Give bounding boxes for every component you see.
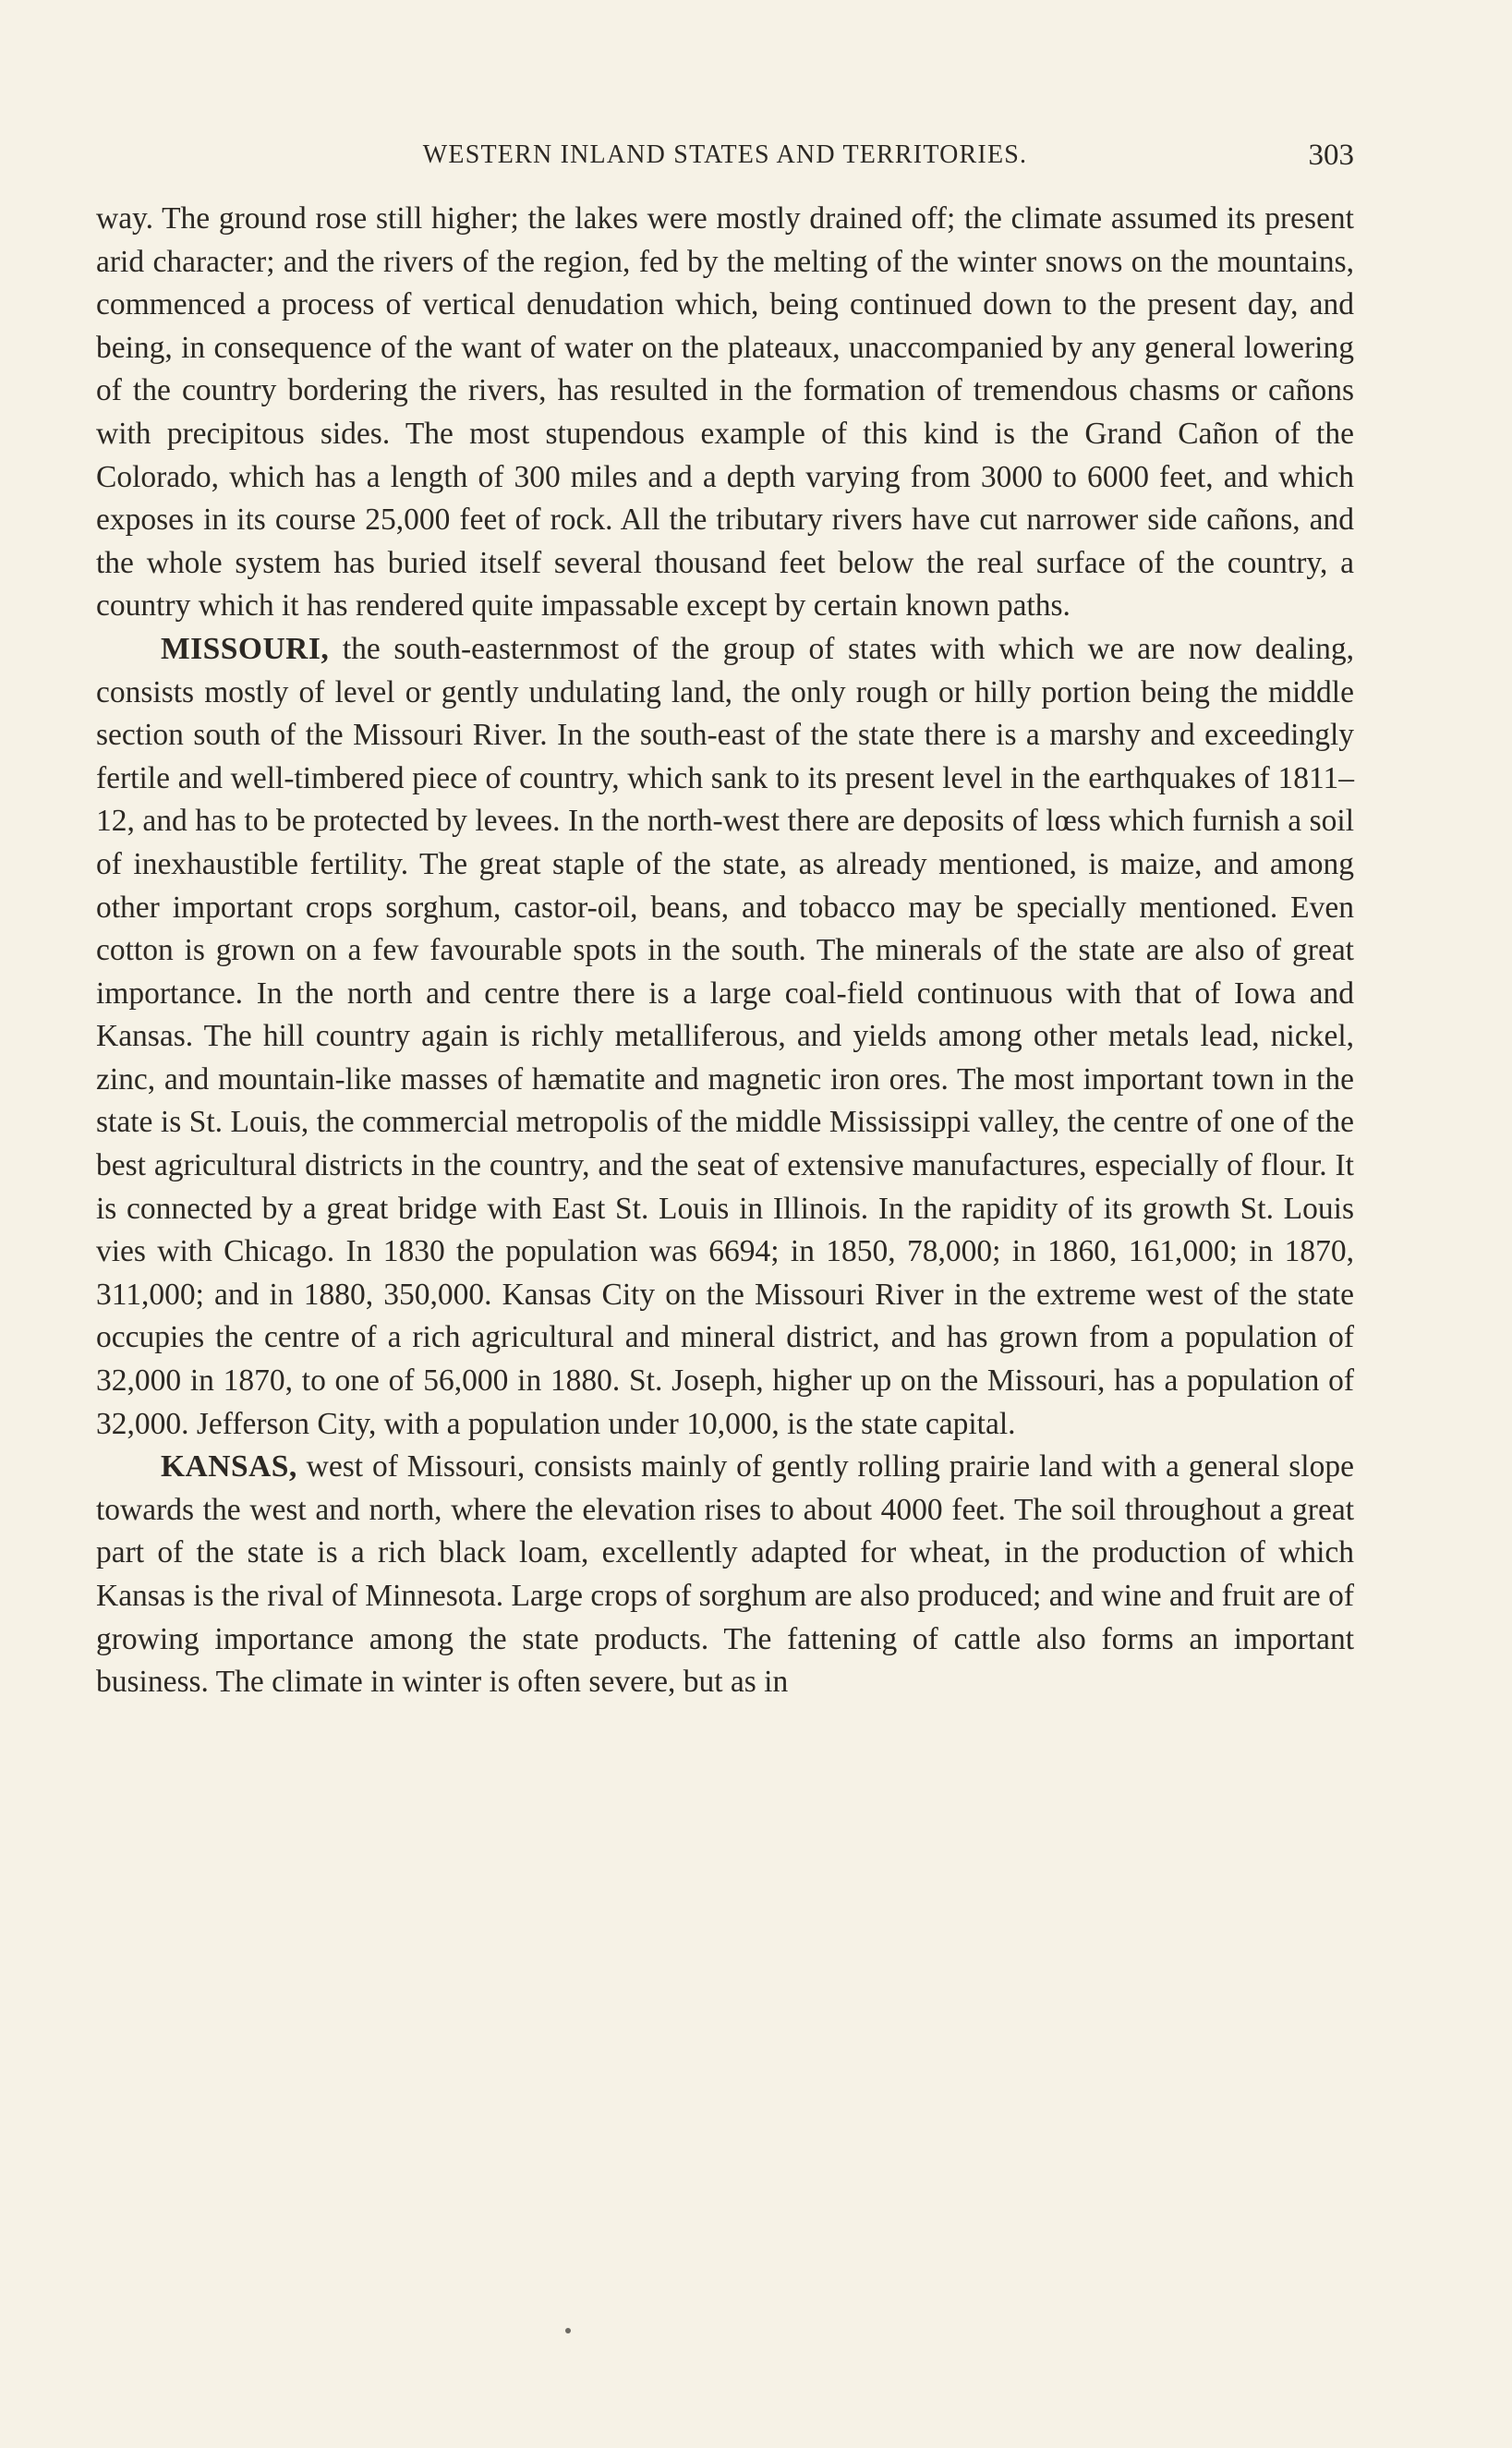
paragraph-text: the south-easternmost of the group of states with which we are now dealing, consists mostly of level or gently undulating land, the only rough or hilly portion being the middle section south of the Missouri River. In the south-east of the state there is a marshy and exceedingly fertile and well-timbered piece of country, which sank to its present level in the earthquakes of 1811–12, and has to be protected by levees. In the north-west there are deposits of lœss which furnish a soil of inexhaustible fertility. The great staple of the state, as already mentioned, is maize, and among other important crops sorghum, castor-oil, beans, and tobacco may be specially mentioned. Even cotton is grown on a few favourable spots in the south. The minerals of the state are also of great importance. In the north and centre there is a large coal-field continuous with that of Iowa and Kansas. The hill country again is richly metalliferous, and yields among other metals lead, nickel, zinc, and mountain-like masses of hæmatite and magnetic iron ores. The most important town in the state is St. Louis, the commercial metropolis of the middle Mississippi valley, the centre of one of the best agricultural districts in the country, and the seat of extensive manufactures, especially of flour. It is connected by a great bridge with East St. Louis in Illinois. In the rapidity of its growth St. Louis vies with Chicago. In 1830 the population was 6694; in 1850, 78,000; in 1860, 161,000; in 1870, 311,000; and in 1880, 350,000. Kansas City on the Missouri River in the extreme west of the state occupies the centre of a rich agricultural and mineral district, and has grown from a population of 32,000 in 1870, to one of 56,000 in 1880. St. Joseph, higher up on the Missouri, has a population of 32,000. Jefferson City, with a population under 10,000, is the state capital. (96, 631, 1354, 1441)
running-title: WESTERN INLAND STATES AND TERRITORIES. (422, 140, 1028, 169)
running-head (96, 135, 1354, 176)
paragraph-text: west of Missouri, consists mainly of gently rolling prairie land with a general slope towards the west and north, where the elevation rises to about 4000 feet. The soil throughout a great part of the state is a rich black loam, excellently adapted for wheat, in the production of which Kansas is the rival of Minnesota. Large crops of sorghum are also produced; and wine and fruit are of growing importance among the state products. The fattening of cattle also forms an important business. The climate in winter is often severe, but as in (96, 1449, 1354, 1700)
body-text (96, 198, 1354, 1704)
section-lead-missouri: MISSOURI, (161, 631, 330, 666)
print-speck (565, 2328, 571, 2333)
paragraph-text: way. The ground rose still higher; the lakes were mostly drained off; the climate assumed its present arid character; and the rivers of the region, fed by the melting of the winter snows on the mountains, commenced a process of vertical denudation which, being continued down to the present day, and being, in consequence of the want of water on the plateaux, unaccompanied by any general lowering of the country bordering the rivers, has resulted in the formation of tremendous chasms or cañons with precipitous sides. The most stupendous example of this kind is the Grand Cañon of the Colorado, which has a length of 300 miles and a depth varying from 3000 to 6000 feet, and which exposes in its course 25,000 feet of rock. All the tributary rivers have cut narrower side cañons, and the whole system has buried itself several thousand feet below the real surface of the country, a country which it has rendered quite impassable except by certain known paths. (96, 201, 1354, 624)
paragraph-continuation (96, 198, 1354, 628)
page-number: 303 (1308, 139, 1354, 172)
paragraph-kansas (96, 1446, 1354, 1704)
paragraph-missouri (96, 628, 1354, 1446)
section-lead-kansas: KANSAS, (161, 1449, 297, 1485)
